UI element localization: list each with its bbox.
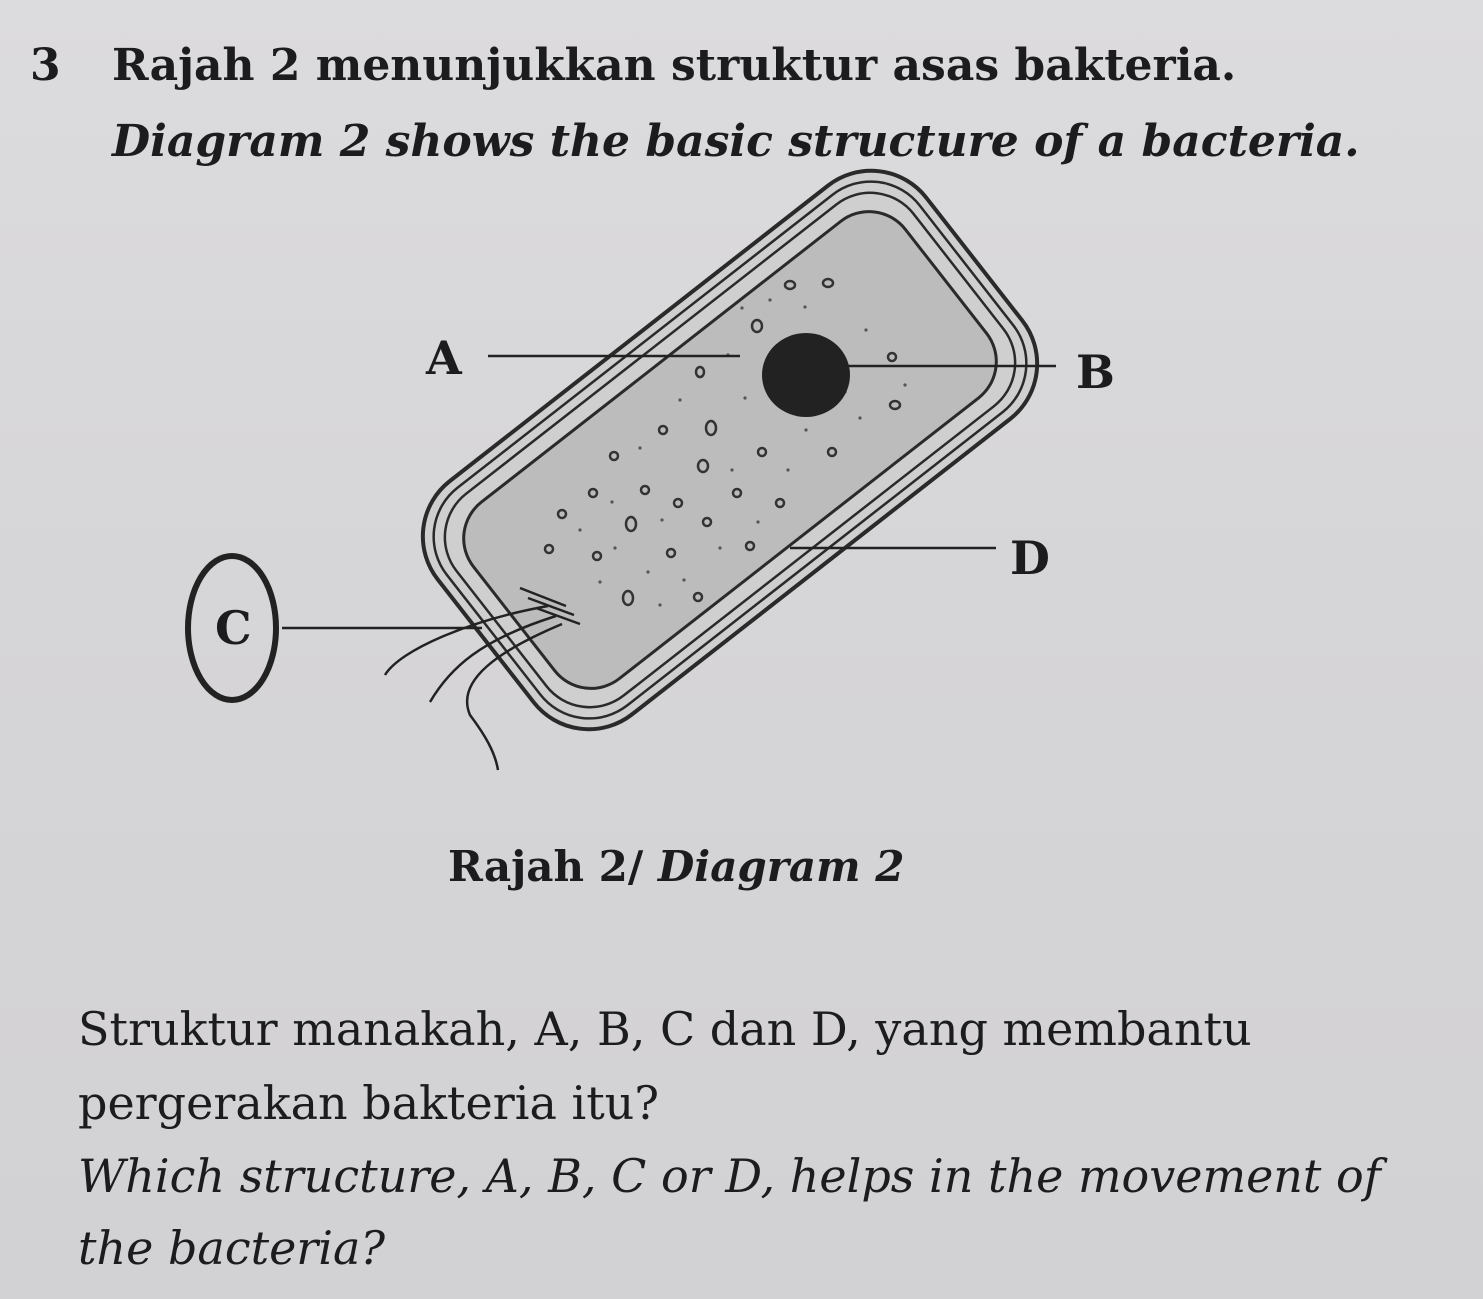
caption-malay: Rajah 2/ xyxy=(448,842,644,891)
intro-malay: Rajah 2 menunjukkan struktur asas bakteria. xyxy=(112,40,1237,91)
label-d: D xyxy=(1010,531,1050,585)
caption-english: Diagram 2 xyxy=(657,842,905,891)
bacteria-cell xyxy=(395,143,1066,758)
intro-english: Diagram 2 shows the basic structure of a bacteria. xyxy=(112,116,1360,167)
label-b: B xyxy=(1076,345,1115,399)
diagram-caption xyxy=(448,842,904,891)
label-c: C xyxy=(215,601,252,655)
question-malay: Struktur manakah, A, B, C dan D, yang membantu pergerakan bakteria itu? xyxy=(78,1002,1252,1130)
nucleoid xyxy=(762,333,850,417)
question-number: 3 xyxy=(30,40,61,91)
question-english: Which structure, A, B, C or D, helps in the movement of the bacteria? xyxy=(78,1149,1381,1275)
label-a: A xyxy=(426,331,462,385)
